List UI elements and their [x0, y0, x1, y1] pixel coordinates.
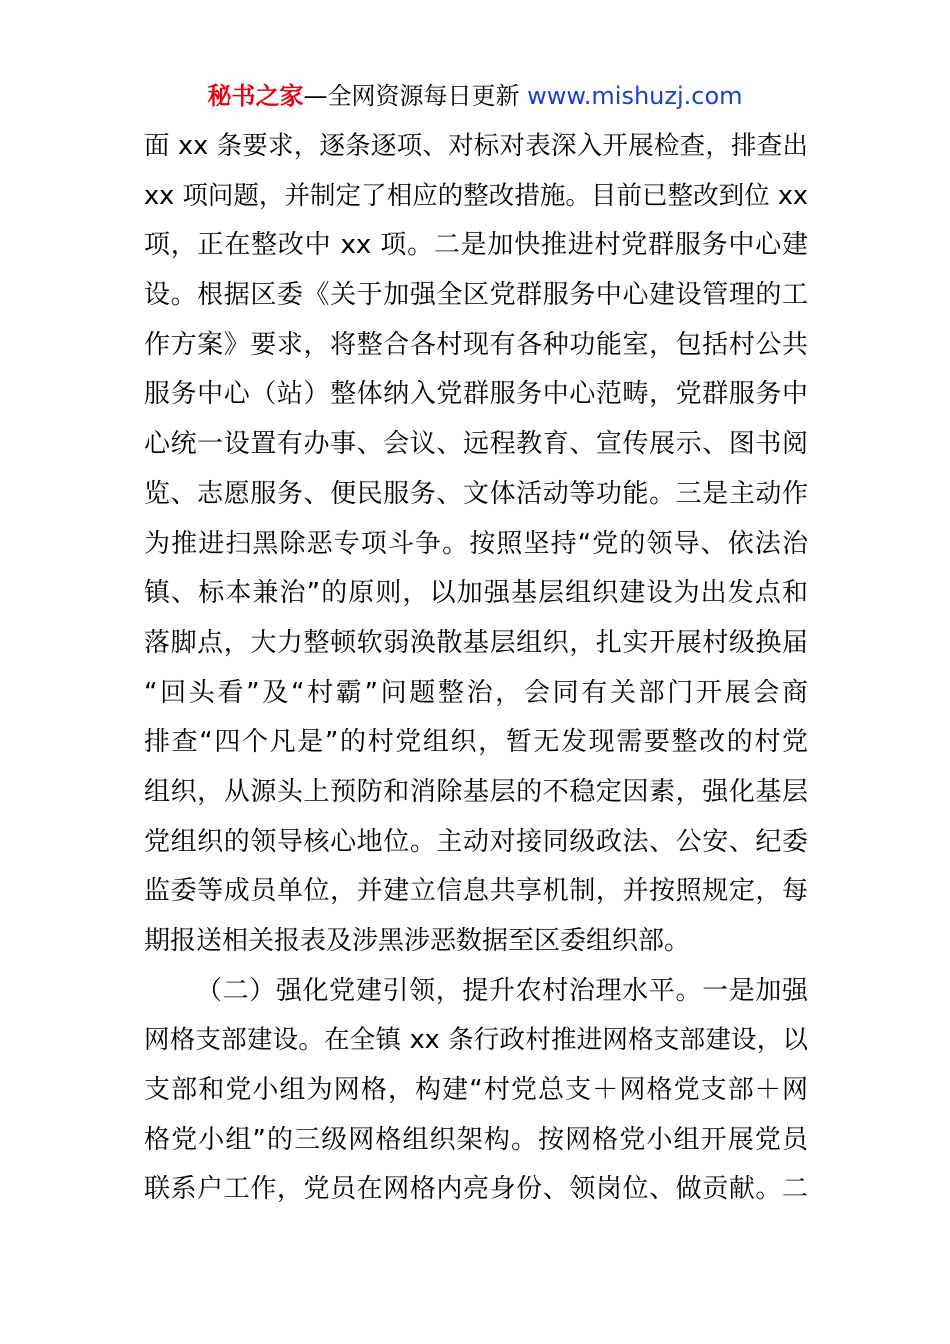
text-line: 服务中心（站）整体纳入党群服务中心范畴，党群服务中 [144, 379, 808, 410]
text-line: 组织，从源头上预防和消除基层的不稳定因素，强化基层 [144, 776, 808, 807]
text-line: 项，正在整改中 xx 项。二是加快推进村党群服务中心建 [144, 230, 808, 261]
text-line: 面 xx 条要求，逐条逐项、对标对表深入开展检查，排查出 [144, 131, 808, 161]
text-line: 党组织的领导核心地位。主动对接同级政法、公安、纪委 [144, 826, 808, 857]
text-line: 览、志愿服务、便民服务、文体活动等功能。三是主动作 [144, 478, 808, 509]
site-url-link[interactable]: www.mishuzj.com [527, 82, 743, 110]
site-brand: 秘书之家 [207, 82, 304, 110]
site-header [0, 80, 950, 112]
text-line: “回头看”及“村霸”问题整治，会同有关部门开展会商 [144, 677, 808, 708]
section-heading-line: （二）强化党建引领，提升农村治理水平。一是加强 [196, 975, 808, 1006]
text-line: 设。根据区委《关于加强全区党群服务中心建设管理的工 [144, 280, 808, 311]
text-line: 落脚点，大力整顿软弱涣散基层组织，扎实开展村级换届 [144, 627, 808, 658]
text-line: 网格支部建设。在全镇 xx 条行政村推进网格支部建设，以 [144, 1025, 808, 1056]
text-line: 联系户工作，党员在网格内亮身份、领岗位、做贡献。二 [144, 1174, 808, 1205]
text-line: xx 项问题，并制定了相应的整改措施。目前已整改到位 xx [144, 180, 808, 211]
text-line: 监委等成员单位，并建立信息共享机制，并按照规定，每 [144, 876, 808, 907]
text-line: 心统一设置有办事、会议、远程教育、宣传展示、图书阅 [144, 429, 808, 460]
document-body [144, 122, 808, 1215]
paragraph-end-line: 期报送相关报表及涉黑涉恶数据至区委组织部。 [144, 926, 691, 956]
text-line: 为推进扫黑除恶专项斗争。按照坚持“党的领导、依法治 [144, 528, 808, 559]
text-line: 作方案》要求，将整合各村现有各种功能室，包括村公共 [144, 329, 808, 360]
text-line: 排查“四个凡是”的村党组织，暂无发现需要整改的村党 [144, 727, 808, 758]
text-line: 支部和党小组为网格，构建“村党总支＋网格党支部＋网 [144, 1075, 808, 1106]
site-tagline: —全网资源每日更新 [303, 82, 528, 110]
text-line: 格党小组”的三级网格组织架构。按网格党小组开展党员 [144, 1124, 808, 1155]
text-line: 镇、标本兼治”的原则，以加强基层组织建设为出发点和 [144, 578, 808, 609]
